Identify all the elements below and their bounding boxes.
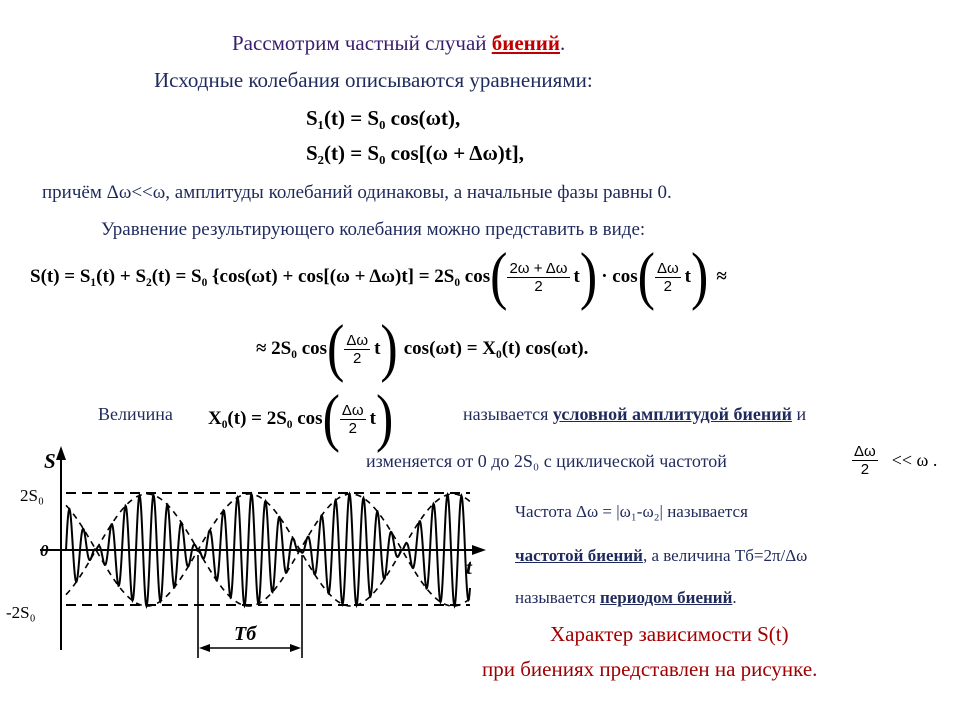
equation-sum-left: S(t) = S₁(t) + S₂(t) = S₀ {cos(ωt) + cos[(ω + Δω)t] = 2S₀ cos xyxy=(30,266,491,287)
cyclic-frequency xyxy=(852,434,937,486)
beat-period-name-line xyxy=(515,588,737,608)
equation-approx-right: cos(ωt) = X₀(t) cos(ωt). xyxy=(403,338,589,359)
paren-open: ( xyxy=(490,240,508,312)
beat-period-term: периодом биений xyxy=(599,588,733,607)
fraction-envelope xyxy=(655,260,681,295)
fraction-numerator: Δω xyxy=(346,331,369,349)
and-text: и xyxy=(792,404,807,424)
beat-frequency-line: Частота Δω = |ω₁-ω₂| называется xyxy=(515,502,748,521)
fraction-envelope xyxy=(344,332,370,367)
t-variable: t xyxy=(369,408,376,429)
result-equation-intro: Уравнение результирующего колебания можно представить в виде: xyxy=(101,219,646,240)
fraction-denominator: 2 xyxy=(860,460,870,478)
beats-figure xyxy=(0,440,500,670)
paren-open: ( xyxy=(637,240,655,312)
velichina-label: Величина xyxy=(98,404,173,424)
period-dot: . xyxy=(732,588,737,607)
fraction-denominator: 2 xyxy=(353,349,362,367)
intro-line xyxy=(232,31,565,56)
y-axis-arrow xyxy=(56,446,66,460)
x-axis-arrow xyxy=(472,545,486,555)
label-zero: 0 xyxy=(40,541,49,560)
equation-sum xyxy=(30,240,727,312)
amplitude-description xyxy=(463,404,806,425)
beat-period-line xyxy=(515,546,807,566)
fraction-envelope xyxy=(340,402,366,437)
called-text: называется xyxy=(463,404,549,424)
fraction-denominator: 2 xyxy=(348,419,357,437)
fraction-numerator: 2ω + Δω xyxy=(509,259,568,277)
beats-term: биений xyxy=(491,31,560,55)
y-axis-label: S xyxy=(44,449,56,473)
intro-prefix: Рассмотрим частный случай xyxy=(232,31,492,55)
beat-period-formula: , а величина Tб=2π/Δω xyxy=(642,546,808,565)
equation-approx-left: ≈ 2S₀ cos xyxy=(256,338,328,359)
equation-s1: S₁(t) = S₀ cos(ωt), xyxy=(306,106,461,130)
much-less-omega: << ω . xyxy=(891,449,938,470)
called-text: называется xyxy=(515,588,600,607)
paren-open: ( xyxy=(322,382,340,454)
condition-line: причём Δω<<ω, амплитуды колебаний одинаковы, а начальные фазы равны 0. xyxy=(42,182,672,203)
paren-close: ) xyxy=(691,240,709,312)
equation-sum-mid: · cos xyxy=(601,266,638,287)
fraction-denominator: 2 xyxy=(534,277,543,295)
amplitude-range-line: изменяется от 0 до 2S₀ с циклической частотой xyxy=(366,451,727,471)
period-arrow-right xyxy=(290,644,301,652)
fraction-half-delta xyxy=(852,443,878,478)
label-top: 2S₀ xyxy=(20,486,44,505)
conclusion-line-1: Характер зависимости S(t) xyxy=(550,622,789,646)
label-period: Tб xyxy=(234,623,257,645)
fraction-numerator: Δω xyxy=(656,259,679,277)
t-variable: t xyxy=(374,338,381,359)
fraction-numerator: Δω xyxy=(854,442,876,460)
beat-frequency-term: частотой биений xyxy=(515,546,643,565)
x-axis-label: t xyxy=(466,555,472,579)
amplitude-formula-left: X₀(t) = 2S₀ cos xyxy=(208,408,323,429)
fraction-carrier xyxy=(507,260,569,295)
label-bottom: -2S₀ xyxy=(6,603,36,622)
paren-open: ( xyxy=(327,312,345,384)
paren-close: ) xyxy=(579,240,598,312)
approx-sign: ≈ xyxy=(716,266,727,287)
source-oscillations-line: Исходные колебания описываются уравнениями: xyxy=(154,68,593,92)
t-variable: t xyxy=(684,266,691,287)
equation-approx xyxy=(256,312,589,384)
paren-close: ) xyxy=(375,382,394,454)
conditional-amplitude-term: условной амплитудой биений xyxy=(552,404,792,424)
paren-close: ) xyxy=(380,312,398,384)
fraction-numerator: Δω xyxy=(341,401,364,419)
t-variable: t xyxy=(573,266,580,287)
equation-s2: S₂(t) = S₀ cos[(ω + Δω)t], xyxy=(306,141,525,165)
intro-suffix: . xyxy=(560,31,566,55)
period-arrow-left xyxy=(199,644,210,652)
conclusion-line-2: при биениях представлен на рисунке. xyxy=(482,657,818,681)
fraction-denominator: 2 xyxy=(663,277,672,295)
